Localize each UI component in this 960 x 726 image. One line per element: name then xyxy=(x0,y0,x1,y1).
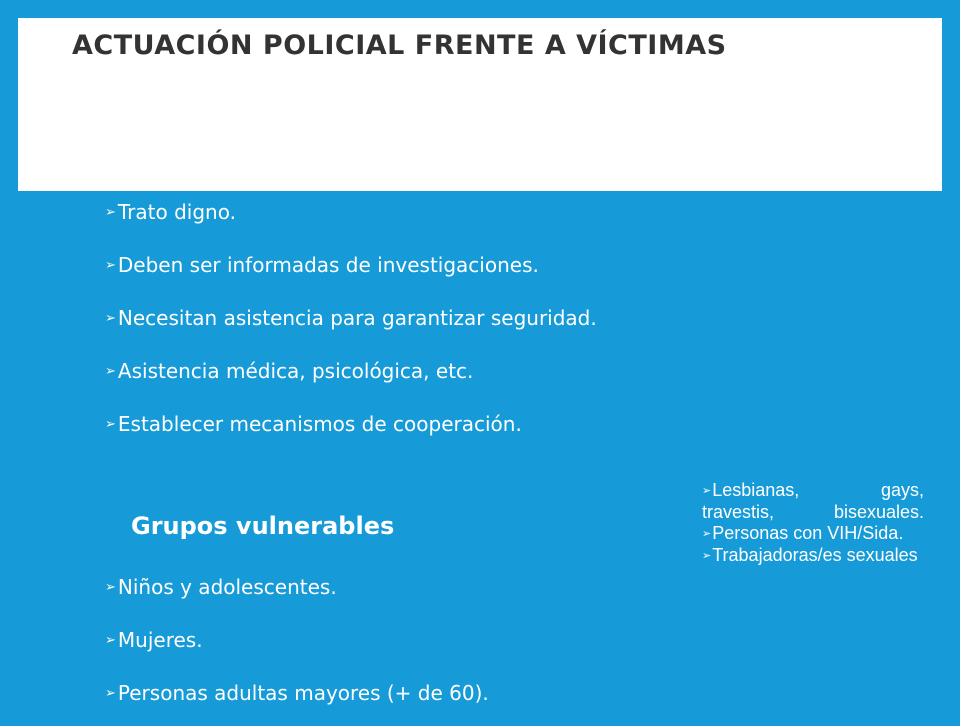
victim-treatment-list xyxy=(105,192,597,457)
list-item: ➢ Personas adultas mayores (+ de 60). xyxy=(105,673,489,726)
arrow-bullet-icon: ➢ xyxy=(105,311,116,326)
arrow-bullet-icon: ➢ xyxy=(105,580,116,595)
arrow-bullet-icon: ➢ xyxy=(105,364,116,379)
arrow-bullet-icon: ➢ xyxy=(105,258,116,273)
list-item: ➢ Trato digno. xyxy=(105,192,597,245)
arrow-bullet-icon: ➢ xyxy=(105,205,116,220)
arrow-bullet-icon: ➢ xyxy=(702,550,712,562)
side-vulnerable-list xyxy=(702,480,924,567)
arrow-bullet-icon: ➢ xyxy=(105,417,116,432)
top-accent-bar xyxy=(0,0,960,18)
list-item: ➢ Necesitan asistencia para garantizar seguridad. xyxy=(105,298,597,351)
arrow-bullet-icon: ➢ xyxy=(105,633,116,648)
list-item: ➢ Deben ser informadas de investigaciones. xyxy=(105,245,597,298)
vulnerable-groups-list xyxy=(105,567,489,726)
list-item: ➢ Mujeres. xyxy=(105,620,489,673)
list-item: ➢ Niños y adolescentes. xyxy=(105,567,489,620)
list-item: ➢ Establecer mecanismos de cooperación. xyxy=(105,404,597,457)
arrow-bullet-icon: ➢ xyxy=(105,686,116,701)
arrow-bullet-icon: ➢ xyxy=(702,485,712,497)
arrow-bullet-icon: ➢ xyxy=(702,528,712,540)
list-item: ➢Personas con VIH/Sida. xyxy=(702,523,904,543)
list-item: ➢Lesbianas, gays, travestis, bisexuales. xyxy=(702,480,924,522)
list-item: ➢Trabajadoras/es sexuales xyxy=(702,545,918,565)
vulnerable-groups-heading: Grupos vulnerables xyxy=(131,512,395,540)
list-item: ➢ Asistencia médica, psicológica, etc. xyxy=(105,351,597,404)
slide-title: ACTUACIÓN POLICIAL FRENTE A VÍCTIMAS xyxy=(72,30,727,61)
